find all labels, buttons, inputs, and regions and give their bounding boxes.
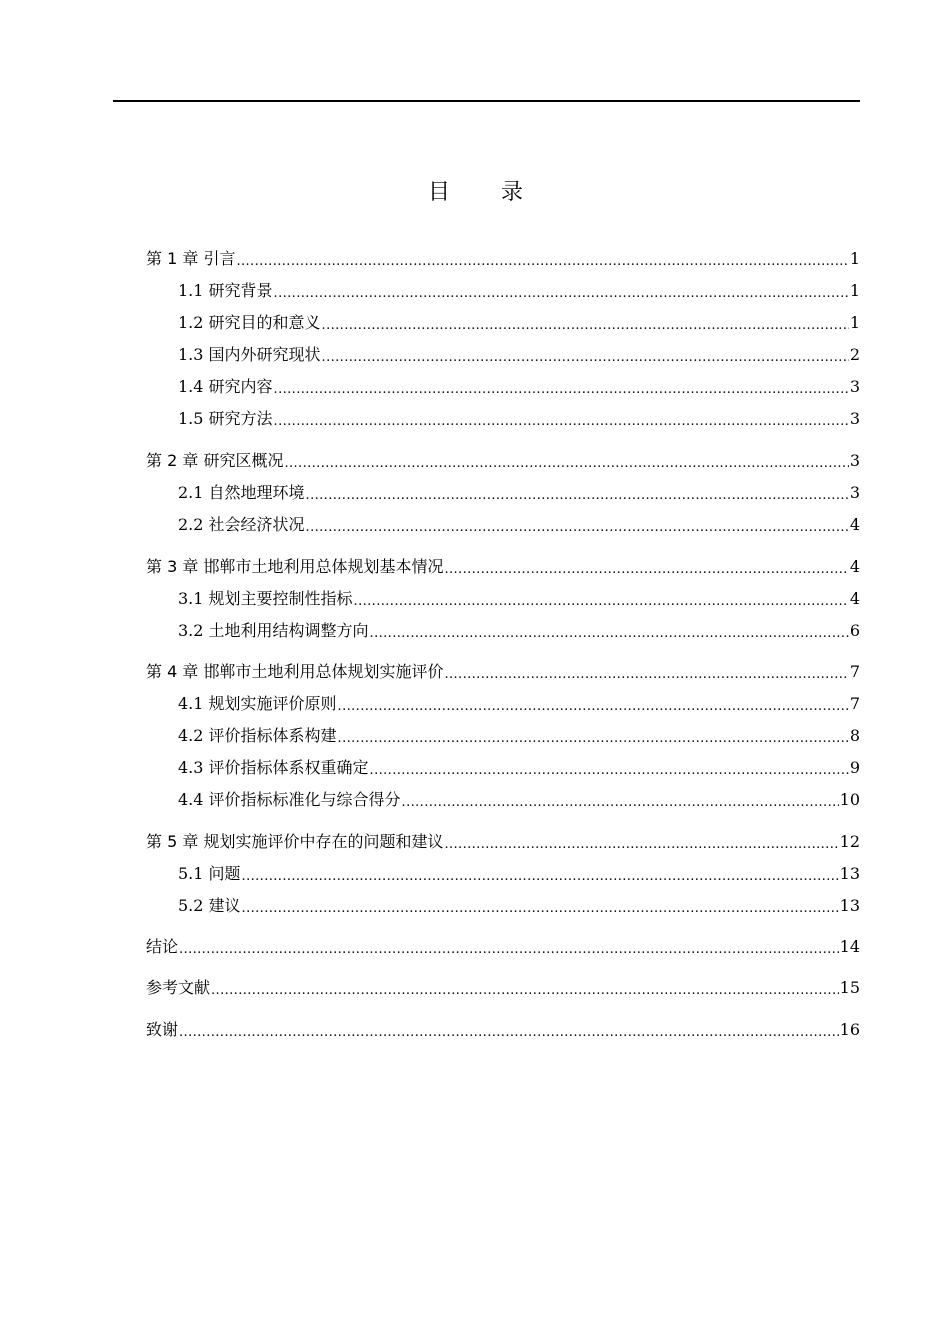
toc-entry-label: 结论 bbox=[146, 937, 179, 956]
toc-entry-page: 4 bbox=[849, 557, 860, 576]
toc-leader-dots bbox=[242, 861, 839, 887]
toc-entry-page: 1 bbox=[849, 313, 860, 332]
toc-entry-page: 1 bbox=[849, 249, 860, 268]
toc-entry-label: 第 3 章 邯郸市土地利用总体规划基本情况 bbox=[146, 557, 444, 576]
toc-entry-page: 6 bbox=[849, 621, 860, 640]
toc-entry-page: 14 bbox=[839, 937, 860, 956]
toc-entry-label: 3.2 土地利用结构调整方向 bbox=[178, 621, 369, 640]
toc-entry-chapter-4[interactable] bbox=[146, 659, 860, 685]
toc-entry-label: 第 4 章 邯郸市土地利用总体规划实施评价 bbox=[146, 662, 444, 681]
toc-entry-section-2-2[interactable] bbox=[178, 512, 860, 538]
toc-entry-page: 15 bbox=[839, 978, 860, 997]
toc-leader-dots bbox=[284, 448, 848, 474]
toc-entry-label: 第 5 章 规划实施评价中存在的问题和建议 bbox=[146, 832, 444, 851]
toc-entry-page: 7 bbox=[849, 662, 860, 681]
toc-entry-references[interactable] bbox=[146, 975, 860, 1001]
toc-entry-page: 10 bbox=[839, 790, 860, 809]
toc-entry-chapter-5[interactable] bbox=[146, 829, 860, 855]
toc-leader-dots bbox=[338, 691, 849, 717]
toc-entry-label: 第 2 章 研究区概况 bbox=[146, 451, 284, 470]
toc-entry-section-4-4[interactable] bbox=[178, 787, 860, 813]
toc-entry-page: 3 bbox=[849, 483, 860, 502]
toc-leader-dots bbox=[274, 406, 849, 432]
toc-entry-section-1-1[interactable] bbox=[178, 278, 860, 304]
toc-entry-section-1-5[interactable] bbox=[178, 406, 860, 432]
toc-entry-page: 4 bbox=[849, 589, 860, 608]
page-title: 目 录 bbox=[428, 180, 545, 205]
toc-leader-dots bbox=[306, 512, 849, 538]
toc-entry-chapter-1[interactable] bbox=[146, 246, 860, 272]
toc-entry-label: 参考文献 bbox=[146, 978, 211, 997]
toc-entry-label: 4.3 评价指标体系权重确定 bbox=[178, 758, 369, 777]
header-rule bbox=[113, 100, 860, 102]
toc-leader-dots bbox=[211, 975, 839, 1001]
toc-leader-dots bbox=[354, 586, 849, 612]
toc-entry-label: 5.2 建议 bbox=[178, 896, 241, 915]
toc-leader-dots bbox=[179, 934, 839, 960]
toc-entry-label: 1.3 国内外研究现状 bbox=[178, 345, 321, 364]
toc-entry-page: 8 bbox=[849, 726, 860, 745]
toc-leader-dots bbox=[338, 723, 849, 749]
toc-entry-label: 2.2 社会经济状况 bbox=[178, 515, 305, 534]
toc-entry-section-1-3[interactable] bbox=[178, 342, 860, 368]
toc-leader-dots bbox=[322, 342, 849, 368]
toc-entry-page: 13 bbox=[839, 896, 860, 915]
toc-entry-label: 3.1 规划主要控制性指标 bbox=[178, 589, 353, 608]
toc-entry-page: 1 bbox=[849, 281, 860, 300]
toc-entry-page: 3 bbox=[849, 377, 860, 396]
toc-entry-label: 1.4 研究内容 bbox=[178, 377, 273, 396]
toc-entry-page: 3 bbox=[849, 409, 860, 428]
toc-leader-dots bbox=[274, 278, 849, 304]
toc-leader-dots bbox=[242, 893, 839, 919]
toc-entry-label: 1.2 研究目的和意义 bbox=[178, 313, 321, 332]
toc-entry-label: 1.1 研究背景 bbox=[178, 281, 273, 300]
toc-entry-label: 1.5 研究方法 bbox=[178, 409, 273, 428]
toc-leader-dots bbox=[274, 374, 849, 400]
toc-entry-section-3-2[interactable] bbox=[178, 618, 860, 644]
toc-entry-page: 9 bbox=[849, 758, 860, 777]
toc-entry-page: 16 bbox=[839, 1020, 860, 1039]
toc-leader-dots bbox=[444, 659, 848, 685]
toc-entry-label: 致谢 bbox=[146, 1020, 179, 1039]
toc-entry-page: 3 bbox=[849, 451, 860, 470]
toc-leader-dots bbox=[322, 310, 849, 336]
toc-leader-dots bbox=[444, 554, 848, 580]
toc-entry-page: 2 bbox=[849, 345, 860, 364]
toc-entry-section-4-2[interactable] bbox=[178, 723, 860, 749]
toc-entry-section-3-1[interactable] bbox=[178, 586, 860, 612]
toc-leader-dots bbox=[236, 246, 848, 272]
toc-entry-section-1-4[interactable] bbox=[178, 374, 860, 400]
toc-entry-label: 4.4 评价指标标准化与综合得分 bbox=[178, 790, 401, 809]
toc-entry-label: 2.1 自然地理环境 bbox=[178, 483, 305, 502]
toc-entry-page: 12 bbox=[839, 832, 860, 851]
toc-entry-label: 4.1 规划实施评价原则 bbox=[178, 694, 337, 713]
toc-entry-section-2-1[interactable] bbox=[178, 480, 860, 506]
toc-entry-page: 7 bbox=[849, 694, 860, 713]
toc-leader-dots bbox=[444, 829, 838, 855]
toc-entry-label: 4.2 评价指标体系构建 bbox=[178, 726, 337, 745]
toc-entry-chapter-3[interactable] bbox=[146, 554, 860, 580]
toc-entry-section-5-2[interactable] bbox=[178, 893, 860, 919]
toc-entry-section-4-1[interactable] bbox=[178, 691, 860, 717]
toc-leader-dots bbox=[179, 1017, 839, 1043]
toc-entry-page: 4 bbox=[849, 515, 860, 534]
toc-entry-acknowledgements[interactable] bbox=[146, 1017, 860, 1043]
toc-entry-chapter-2[interactable] bbox=[146, 448, 860, 474]
toc-entry-label: 第 1 章 引言 bbox=[146, 249, 236, 268]
toc-entry-section-5-1[interactable] bbox=[178, 861, 860, 887]
toc-entry-section-4-3[interactable] bbox=[178, 755, 860, 781]
toc-entry-page: 13 bbox=[839, 864, 860, 883]
toc-entry-conclusion[interactable] bbox=[146, 934, 860, 960]
toc-leader-dots bbox=[402, 787, 839, 813]
toc-leader-dots bbox=[370, 755, 849, 781]
toc-leader-dots bbox=[306, 480, 849, 506]
toc-entry-section-1-2[interactable] bbox=[178, 310, 860, 336]
toc-leader-dots bbox=[370, 618, 849, 644]
toc-entry-label: 5.1 问题 bbox=[178, 864, 241, 883]
